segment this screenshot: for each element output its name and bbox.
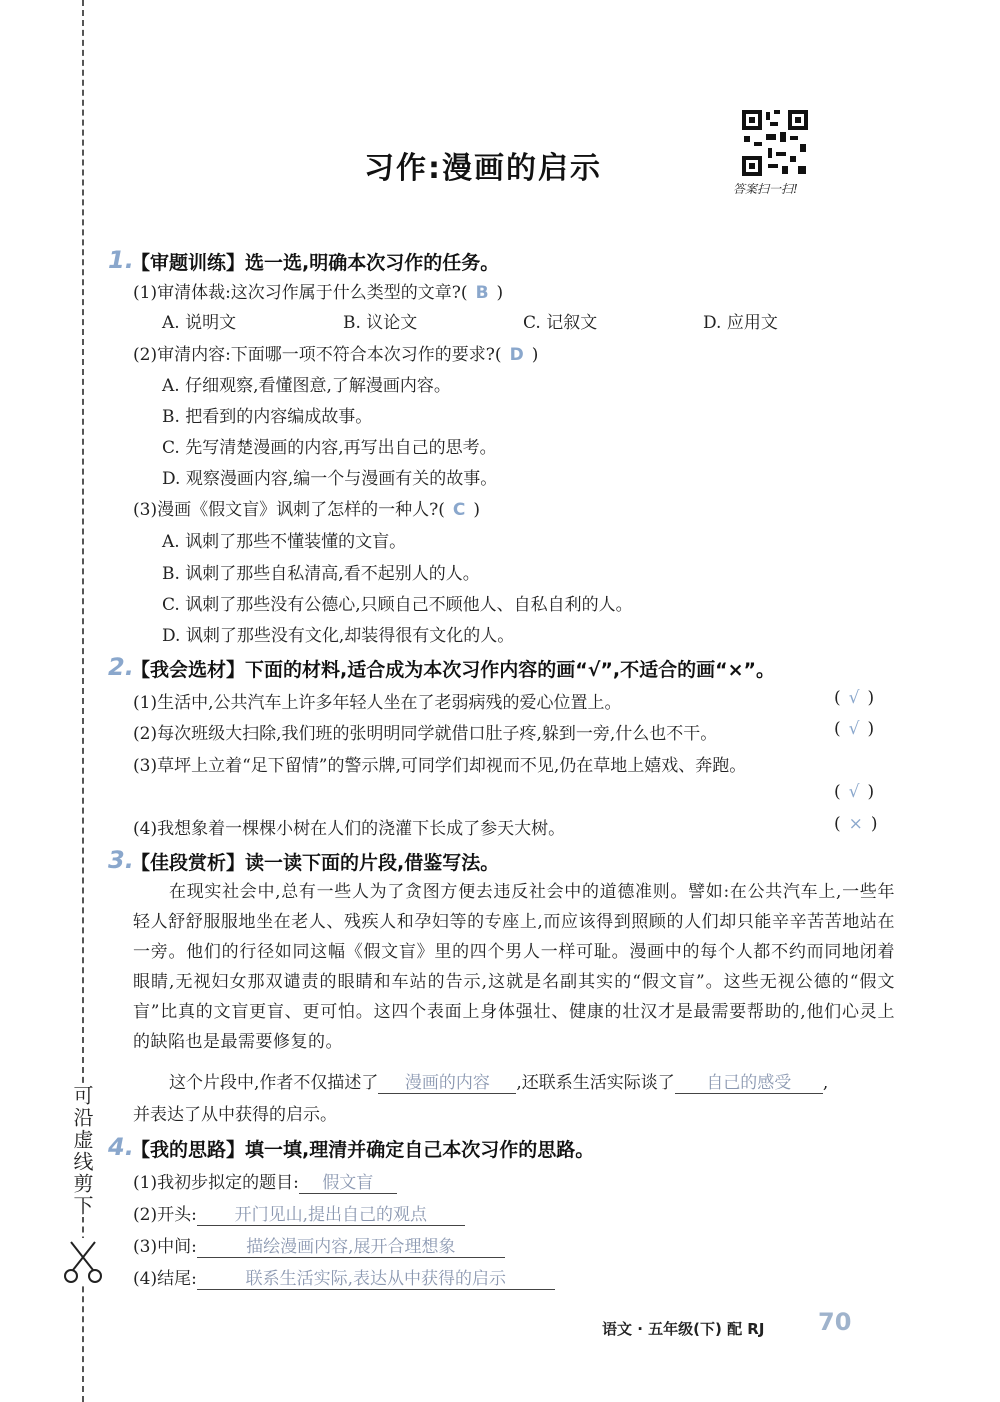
- page-title: 习作:漫画的启示: [364, 151, 602, 186]
- footer-subject: 语文 · 五年级(下) 配 RJ: [602, 1320, 765, 1338]
- question-number-3: 3.: [108, 846, 134, 874]
- q4-item-2: (2)开头: 开门见山,提出自己的观点: [133, 1200, 465, 1226]
- q1-sub2-option-d: D. 观察漫画内容,编一个与漫画有关的故事。: [162, 469, 498, 489]
- q1-sub3: (3)漫画《假文盲》讽刺了怎样的一种人?( C ): [133, 500, 480, 520]
- q3-fill-line-end: 并表达了从中获得的启示。: [133, 1105, 337, 1125]
- q2-item-4: (4)我想象着一棵棵小树在人们的浇灌下长成了参天大树。: [133, 819, 566, 839]
- q2-item-1-mark: ( √ ): [834, 688, 875, 708]
- q1-sub2-answer: D: [509, 345, 524, 365]
- q4-item-1-answer[interactable]: 假文盲: [299, 1168, 397, 1194]
- cut-instruction: 可沿虚线剪下: [70, 1085, 94, 1217]
- q1-sub1-option-a: A. 说明文: [162, 313, 237, 333]
- q1-sub3-option-b: B. 讽刺了那些自私清高,看不起别人的人。: [162, 564, 480, 584]
- q1-sub1-option-c: C. 记叙文: [523, 313, 598, 333]
- q2-item-2: (2)每次班级大扫除,我们班的张明明同学就借口肚子疼,躲到一旁,什么也不干。: [133, 724, 718, 744]
- q1-sub1-option-d: D. 应用文: [703, 313, 778, 333]
- q1-sub3-option-d: D. 讽刺了那些没有文化,却装得很有文化的人。: [162, 626, 515, 646]
- scissors-icon: [63, 1238, 103, 1286]
- qr-caption: 答案扫一扫!: [733, 182, 798, 196]
- question-2-heading: 【我会选材】下面的材料,适合成为本次习作内容的画“√”,不适合的画“×”。: [131, 659, 775, 681]
- q4-item-4: (4)结尾: 联系生活实际,表达从中获得的启示: [133, 1264, 555, 1290]
- question-3-heading: 【佳段赏析】读一读下面的片段,借鉴写法。: [131, 852, 500, 874]
- q1-sub3-option-a: A. 讽刺了那些不懂装懂的文盲。: [162, 532, 407, 552]
- q4-item-2-answer[interactable]: 开门见山,提出自己的观点: [197, 1200, 465, 1226]
- question-number-2: 2.: [108, 653, 134, 681]
- question-number-1: 1.: [108, 246, 134, 274]
- q1-sub2-option-c: C. 先写清楚漫画的内容,再写出自己的思考。: [162, 438, 497, 458]
- q3-blank-2[interactable]: 自己的感受: [675, 1068, 823, 1094]
- qr-code-icon[interactable]: [740, 108, 810, 178]
- q2-item-1: (1)生活中,公共汽车上许多年轻人坐在了老弱病残的爱心位置上。: [133, 693, 622, 713]
- q1-sub1: (1)审清体裁:这次习作属于什么类型的文章?( B ): [133, 283, 504, 303]
- q1-sub3-option-c: C. 讽刺了那些没有公德心,只顾自己不顾他人、自私自利的人。: [162, 595, 633, 615]
- q2-item-2-mark: ( √ ): [834, 719, 875, 739]
- q1-sub2-option-a: A. 仔细观察,看懂图意,了解漫画内容。: [162, 376, 451, 396]
- q1-sub2-option-b: B. 把看到的内容编成故事。: [162, 407, 373, 427]
- q2-item-3: (3)草坪上立着“足下留情”的警示牌,可同学们却视而不见,仍在草地上嬉戏、奔跑。: [133, 756, 747, 776]
- q2-item-3-mark: ( √ ): [834, 782, 875, 802]
- page-number: 70: [818, 1308, 852, 1336]
- q3-passage: 在现实社会中,总有一些人为了贪图方便去违反社会中的道德准则。譬如:在公共汽车上,一些年轻人舒舒服服地坐在老人、残疾人和孕妇等的专座上,而应该得到照顾的人们却只能辛辛苦苦地站在一旁。他们的行径如同这幅《假文盲》里的四个男人一样可耻。漫画中的每个人都不约而同地闭着眼睛,无视妇女那双谴责的眼睛和车站的告示,这就是名副其实的“假文盲”。这些无视公德的“假文盲”比真的文盲更盲、更可怕。这四个表面上身体强壮、健康的壮汉才是最需要帮助的,他们心灵上的缺陷也是最需要修复的。: [133, 882, 895, 1052]
- q3-fill-line: 这个片段中,作者不仅描述了 漫画的内容 ,还联系生活实际谈了 自己的感受 ,: [169, 1068, 828, 1094]
- q1-sub2: (2)审清内容:下面哪一项不符合本次习作的要求?( D ): [133, 345, 539, 365]
- question-1-heading: 【审题训练】选一选,明确本次习作的任务。: [131, 252, 500, 274]
- q4-item-1: (1)我初步拟定的题目: 假文盲: [133, 1168, 397, 1194]
- q1-sub1-answer: B: [475, 283, 489, 303]
- q3-blank-1[interactable]: 漫画的内容: [378, 1068, 516, 1094]
- question-number-4: 4.: [108, 1133, 134, 1161]
- q4-item-3-answer[interactable]: 描绘漫画内容,展开合理想象: [197, 1232, 505, 1258]
- q2-item-4-mark: ( × ): [834, 814, 878, 834]
- q4-item-3: (3)中间: 描绘漫画内容,展开合理想象: [133, 1232, 505, 1258]
- q4-item-4-answer[interactable]: 联系生活实际,表达从中获得的启示: [197, 1264, 555, 1290]
- q1-sub3-answer: C: [452, 500, 466, 520]
- question-4-heading: 【我的思路】填一填,理清并确定自己本次习作的思路。: [131, 1139, 595, 1161]
- q1-sub1-option-b: B. 议论文: [343, 313, 418, 333]
